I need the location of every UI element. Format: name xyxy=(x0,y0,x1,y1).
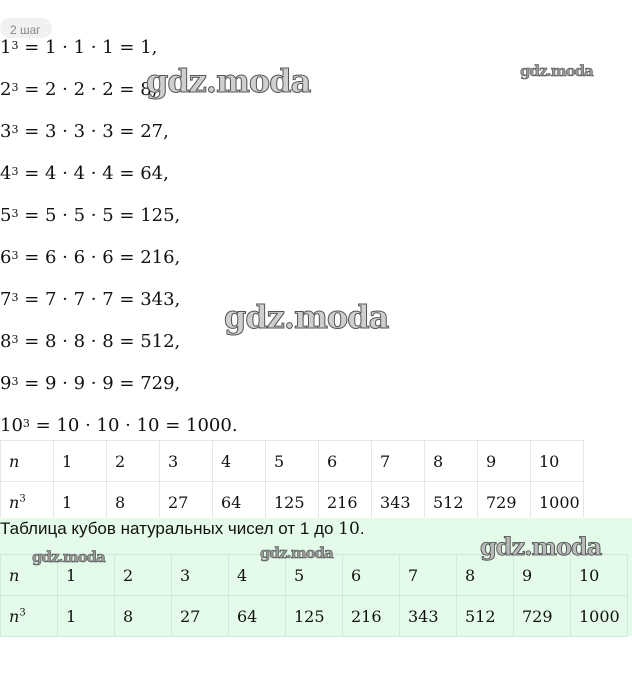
table-cell: 8 xyxy=(425,441,478,482)
table-cell: 4 xyxy=(229,555,286,596)
table-cell: 343 xyxy=(372,482,425,523)
table-cell: 1 xyxy=(54,482,107,523)
equation-8: $8^3 = 8 \cdot 8 \cdot 8 = 512$, xyxy=(0,331,181,352)
table-cell: 125 xyxy=(266,482,319,523)
table-cell: 10 xyxy=(571,555,628,596)
table-row xyxy=(1,596,628,637)
table-caption: Таблица кубов натуральных чисел от 1 до 10. xyxy=(0,519,365,539)
table-cell: 125 xyxy=(286,596,343,637)
table-cell: 2 xyxy=(115,555,172,596)
equation-10: $10^3 = 10 \cdot 10 \cdot 10 = 1000$. xyxy=(0,415,238,436)
table-cell: 9 xyxy=(514,555,571,596)
table-cell: 512 xyxy=(457,596,514,637)
table-cell: 216 xyxy=(343,596,400,637)
watermark: gdz.moda xyxy=(520,62,593,80)
table-cell: 8 xyxy=(115,596,172,637)
table-row xyxy=(1,482,584,523)
equation-6: $6^3 = 6 \cdot 6 \cdot 6 = 216$, xyxy=(0,247,181,268)
watermark: gdz.moda xyxy=(480,532,602,561)
table-cell: 10 xyxy=(531,441,584,482)
table-cell: 343 xyxy=(400,596,457,637)
table-cell: 9 xyxy=(478,441,531,482)
table-cell: 4 xyxy=(213,441,266,482)
table-cell: $n^3$ xyxy=(1,482,54,523)
equation-3: $3^3 = 3 \cdot 3 \cdot 3 = 27$, xyxy=(0,121,169,142)
equation-7: $7^3 = 7 \cdot 7 \cdot 7 = 343$, xyxy=(0,289,181,310)
table-cell: 1 xyxy=(54,441,107,482)
table-cell: 3 xyxy=(172,555,229,596)
table-cell: 27 xyxy=(160,482,213,523)
cubes-table xyxy=(0,440,584,523)
watermark: gdz.moda xyxy=(224,298,389,336)
table-row xyxy=(1,441,584,482)
table-cell: 729 xyxy=(478,482,531,523)
equation-5: $5^3 = 5 \cdot 5 \cdot 5 = 125$, xyxy=(0,205,181,226)
table-cell: 5 xyxy=(286,555,343,596)
table-cell: 64 xyxy=(213,482,266,523)
equation-1: $1^3 = 1 \cdot 1 \cdot 1 = 1$, xyxy=(0,37,158,58)
watermark: gdz.moda xyxy=(32,548,105,566)
table-cell: 216 xyxy=(319,482,372,523)
equation-2: $2^3 = 2 \cdot 2 \cdot 2 = 8$, xyxy=(0,79,158,100)
table-cell: 5 xyxy=(266,441,319,482)
table-cell: 2 xyxy=(107,441,160,482)
table-cell: 8 xyxy=(457,555,514,596)
table-cell: 3 xyxy=(160,441,213,482)
equation-4: $4^3 = 4 \cdot 4 \cdot 4 = 64$, xyxy=(0,163,169,184)
table-cell: 64 xyxy=(229,596,286,637)
table-cell: 6 xyxy=(319,441,372,482)
answer-cubes-table xyxy=(0,554,628,637)
table-cell: 1000 xyxy=(531,482,584,523)
step-badge: 2 шаг xyxy=(0,18,52,38)
table-cell: 7 xyxy=(372,441,425,482)
table-cell: 6 xyxy=(343,555,400,596)
table-cell: 729 xyxy=(514,596,571,637)
table-cell: n xyxy=(1,555,58,596)
table-cell: $n^3$ xyxy=(1,596,58,637)
equation-9: $9^3 = 9 \cdot 9 \cdot 9 = 729$, xyxy=(0,373,181,394)
table-cell: 27 xyxy=(172,596,229,637)
table-cell: 1 xyxy=(58,555,115,596)
watermark: gdz.moda xyxy=(146,62,311,100)
table-cell: 8 xyxy=(107,482,160,523)
table-cell: 512 xyxy=(425,482,478,523)
table-cell: 1000 xyxy=(571,596,628,637)
table-cell: 1 xyxy=(58,596,115,637)
table-cell: 7 xyxy=(400,555,457,596)
watermark: gdz.moda xyxy=(260,544,333,562)
table-cell: n xyxy=(1,441,54,482)
